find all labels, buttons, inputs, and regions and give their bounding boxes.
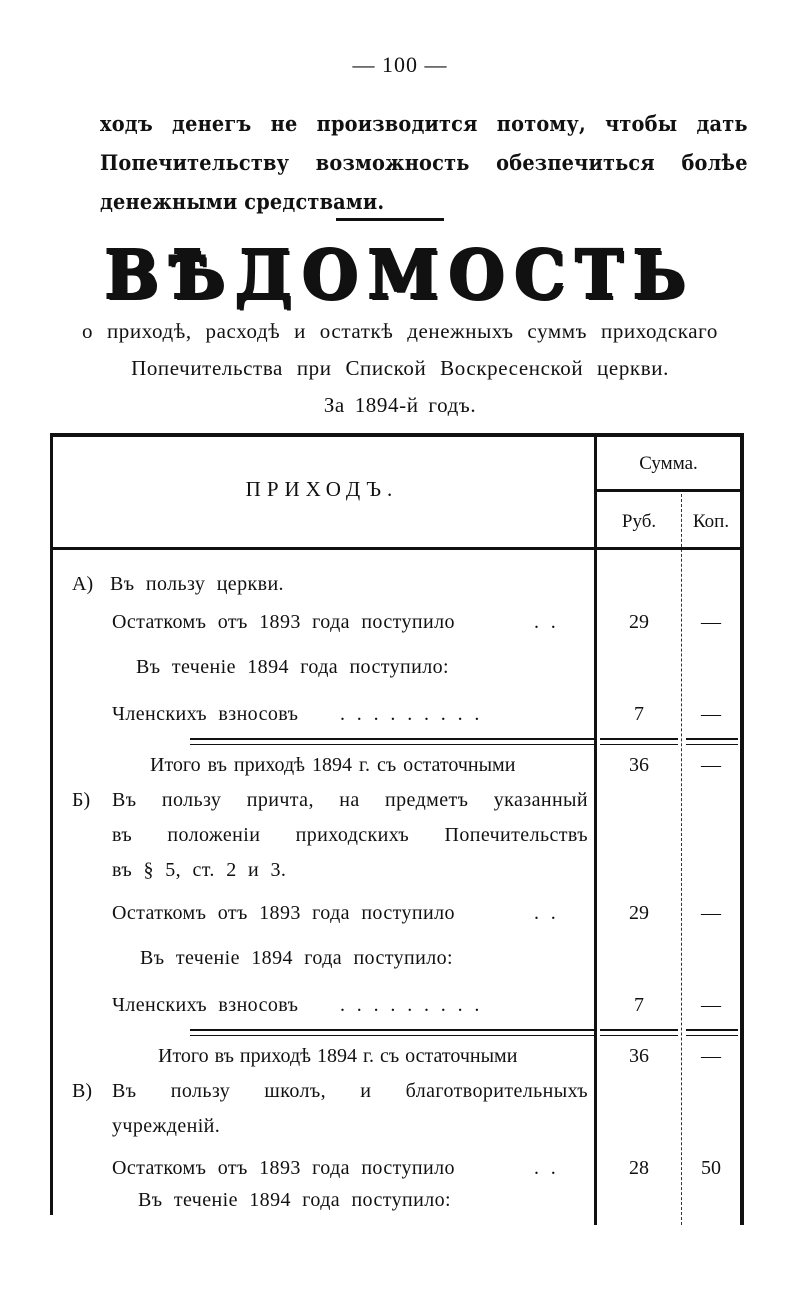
row-kop: 50 [701, 1157, 721, 1179]
subtotal-rule [600, 738, 678, 745]
intro-paragraph [100, 104, 748, 221]
row-kop: — [701, 611, 721, 633]
document-title [0, 238, 800, 314]
row-text: Въ пользу школъ, и благотворительныхъ [112, 1080, 588, 1102]
row-text: Итого въ приходѣ 1894 г. съ остаточными [158, 1045, 518, 1067]
table-row [50, 1153, 740, 1183]
table-row [50, 569, 740, 599]
header-income: ПРИХОДЪ. [245, 477, 399, 501]
row-kop: — [701, 1045, 721, 1067]
table-row [50, 898, 740, 928]
table-row [50, 607, 740, 637]
table-row [50, 943, 740, 973]
subtotal-rule [190, 1029, 594, 1036]
row-kop: — [701, 902, 721, 924]
row-dots: . . . . . . . . . [340, 703, 480, 725]
table-row [50, 652, 740, 682]
table-row [50, 990, 740, 1020]
sum-header-rule [597, 489, 740, 492]
income-table [50, 433, 744, 1225]
table-right-border [740, 433, 744, 1225]
table-row [50, 820, 740, 850]
subtitle-line-1: о приходѣ, расходѣ и остаткѣ денежныхъ суммъ приходскаго [82, 319, 718, 343]
subtotal-rule [600, 1029, 678, 1036]
row-marker: Б) [72, 789, 91, 811]
table-row [50, 1185, 740, 1215]
row-dots: . . [534, 611, 557, 633]
row-rub: 29 [629, 611, 649, 633]
page-number: — 100 — [352, 52, 448, 77]
row-text: Въ теченіе 1894 года поступило: [140, 947, 453, 969]
subtitle-line-3: За 1894-й годъ. [323, 393, 477, 417]
row-text: Въ теченіе 1894 года поступило: [138, 1189, 451, 1211]
row-text: въ § 5, ст. 2 и 3. [112, 859, 287, 881]
row-text: Въ теченіе 1894 года поступило: [136, 656, 449, 678]
row-dots: . . [534, 1157, 557, 1179]
table-row [50, 699, 740, 729]
row-kop: — [701, 703, 721, 725]
subtotal-rule [190, 738, 594, 745]
row-kop: — [701, 754, 721, 776]
row-text: Итого въ приходѣ 1894 г. съ остаточными [150, 754, 516, 776]
row-text: Остаткомъ отъ 1893 года поступило [112, 611, 455, 633]
row-marker: А) [72, 573, 94, 595]
row-marker: В) [72, 1080, 92, 1102]
header-bottom-rule [50, 547, 740, 550]
row-text: Въ пользу причта, на предметъ указанный [112, 789, 588, 811]
row-rub: 7 [634, 703, 644, 725]
row-text: Въ пользу церкви. [110, 573, 284, 595]
table-row [50, 785, 740, 815]
row-text: учрежденій. [112, 1115, 221, 1137]
intro-text: ходъ денегъ не производится потому, чтобы дать Попечительству возможность обезпечиться болѣе денежными средствами. [100, 111, 748, 214]
table-row [50, 855, 740, 885]
table-row [50, 1041, 740, 1071]
row-rub: 29 [629, 902, 649, 924]
table-top-rule [50, 433, 744, 437]
row-text: Членскихъ взносовъ [112, 703, 299, 725]
subtotal-rule [686, 1029, 738, 1036]
row-rub: 36 [629, 1045, 649, 1067]
row-text: Членскихъ взносовъ [112, 994, 299, 1016]
header-rub: Руб. [621, 511, 657, 532]
section-divider [336, 218, 444, 221]
table-row [50, 750, 740, 780]
table-row [50, 1076, 740, 1106]
subtitle-line-2: Попечительства при Спиской Воскресенской церкви. [131, 356, 669, 380]
row-dots: . . [534, 902, 557, 924]
row-text: Остаткомъ отъ 1893 года поступило [112, 1157, 455, 1179]
subtotal-rule [686, 738, 738, 745]
row-rub: 7 [634, 994, 644, 1016]
row-rub: 28 [629, 1157, 649, 1179]
row-kop: — [701, 994, 721, 1016]
header-sum: Сумма. [639, 453, 698, 474]
row-text: Остаткомъ отъ 1893 года поступило [112, 902, 455, 924]
row-dots: . . . . . . . . . [340, 994, 480, 1016]
table-row [50, 1111, 740, 1141]
row-text: въ положеніи приходскихъ Попечительствъ [112, 824, 588, 846]
header-kop: Коп. [692, 511, 730, 532]
document-title-text: ВѢДОМОСТЬ [104, 236, 696, 315]
row-rub: 36 [629, 754, 649, 776]
